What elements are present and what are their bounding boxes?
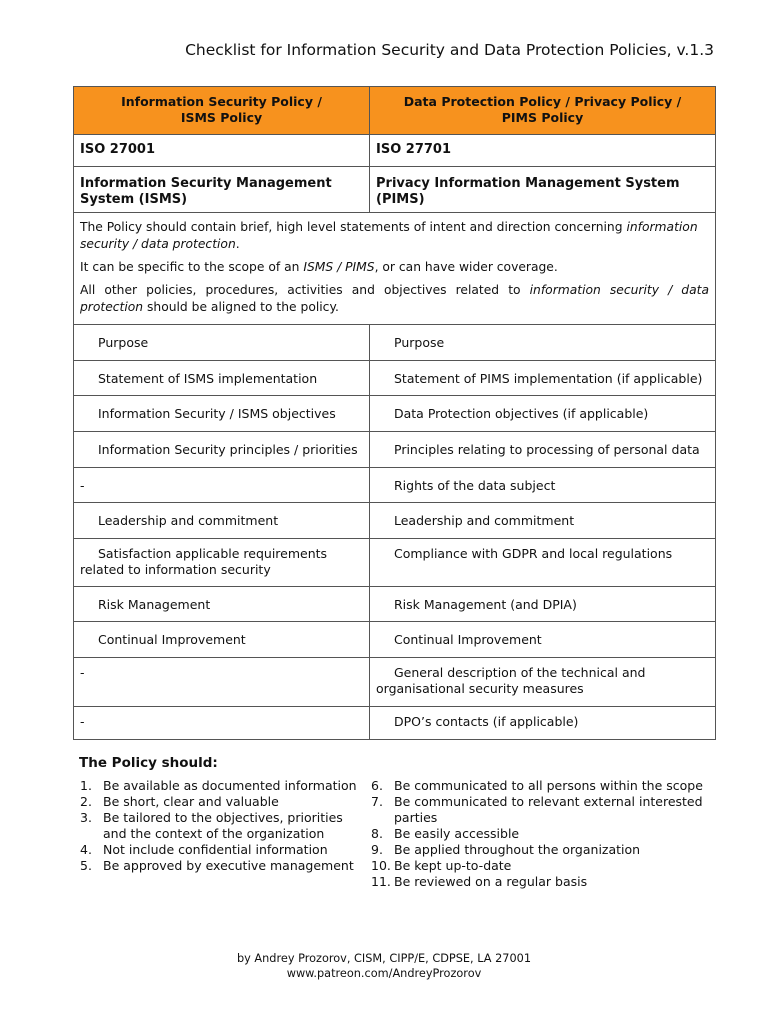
list-item (80, 810, 370, 842)
pims-item-label: General description of the technical and organisational security measures (376, 665, 646, 696)
table-row (74, 539, 716, 587)
table-row (74, 361, 716, 396)
isms-item-label: Statement of ISMS implementation (98, 371, 318, 386)
pims-item-label: Statement of PIMS implementation (if applicable) (394, 371, 703, 386)
isms-cell (74, 539, 370, 587)
pims-item-label: Data Protection objectives (if applicable) (394, 406, 649, 421)
system-row (74, 167, 716, 213)
header-pims-line1: Data Protection Policy / Privacy Policy / (403, 94, 682, 109)
intro-p2-emphasis: ISMS / PIMS (303, 260, 375, 274)
policy-requirements-heading: The Policy should: (79, 755, 218, 771)
header-pims-line2: PIMS Policy (501, 110, 584, 125)
list-item (80, 778, 370, 794)
pims-item-label: Risk Management (and DPIA) (394, 597, 577, 612)
intro-p3-emphasis: information security / data protection (80, 283, 709, 314)
intro-p2-end: , or can have wider coverage. (374, 260, 558, 274)
document-footer (0, 951, 768, 981)
isms-item-label: Continual Improvement (98, 632, 246, 647)
pims-cell (370, 432, 716, 468)
list-item-number: 5. (80, 858, 92, 873)
list-item (371, 858, 716, 874)
list-item-text: Be tailored to the objectives, priorities and the context of the organization (103, 810, 343, 841)
list-item-number: 7. (371, 794, 383, 809)
list-item-text: Not include confidential information (103, 842, 328, 857)
pims-item-label: Principles relating to processing of personal data (394, 442, 700, 457)
system-isms: Information Security Management System (ISMS) (74, 167, 370, 213)
isms-cell (74, 622, 370, 658)
list-item-number: 4. (80, 842, 92, 857)
isms-item-label: Information Security / ISMS objectives (98, 406, 336, 421)
patreon-link[interactable]: www.patreon.com/AndreyProzorov (286, 967, 482, 980)
isms-cell (74, 361, 370, 396)
intro-p1-text: The Policy should contain brief, high level statements of intent and direction concerning (80, 220, 627, 234)
isms-cell (74, 503, 370, 539)
author-credit: by Andrey Prozorov, CISM, CIPP/E, CDPSE, LA 27001 (236, 952, 532, 965)
intro-p1-emphasis: information security / data protection (80, 220, 698, 251)
list-item-text: Be applied throughout the organization (394, 842, 641, 857)
pims-cell (370, 361, 716, 396)
isms-item-label: - (80, 665, 85, 680)
standard-iso-27001: ISO 27001 (74, 135, 370, 167)
table-row (74, 622, 716, 658)
pims-item-label: Rights of the data subject (394, 478, 556, 493)
intro-p3-text: All other policies, procedures, activities and objectives related to (80, 283, 530, 297)
pims-cell (370, 622, 716, 658)
pims-cell (370, 587, 716, 622)
list-item-number: 2. (80, 794, 92, 809)
header-isms-line1: Information Security Policy / (121, 94, 322, 109)
list-item (371, 842, 716, 858)
header-isms-line2: ISMS Policy (180, 110, 263, 125)
isms-item-label: Leadership and commitment (98, 513, 279, 528)
isms-cell (74, 707, 370, 740)
list-item-text: Be easily accessible (394, 826, 520, 841)
pims-item-label: Continual Improvement (394, 632, 542, 647)
pims-cell (370, 468, 716, 503)
list-item (80, 794, 370, 810)
pims-cell (370, 707, 716, 740)
list-item-number: 9. (371, 842, 383, 857)
pims-cell (370, 396, 716, 432)
list-item-text: Be kept up-to-date (394, 858, 512, 873)
table-row (74, 396, 716, 432)
list-item-number: 3. (80, 810, 92, 825)
list-item-text: Be communicated to relevant external interested parties (394, 794, 703, 825)
list-item-number: 1. (80, 778, 92, 793)
table-row (74, 587, 716, 622)
policy-requirements-list-left (80, 778, 370, 874)
pims-item-label: DPO’s contacts (if applicable) (394, 714, 579, 729)
standard-row (74, 135, 716, 167)
isms-item-label: Information Security principles / priorities (98, 442, 358, 457)
list-item-text: Be reviewed on a regular basis (394, 874, 588, 889)
list-item (371, 826, 716, 842)
pims-cell (370, 658, 716, 707)
isms-cell (74, 396, 370, 432)
header-pims-policy (370, 87, 716, 135)
list-item-text: Be short, clear and valuable (103, 794, 279, 809)
intro-p3-end: should be aligned to the policy. (143, 300, 339, 314)
isms-cell (74, 432, 370, 468)
standard-iso-27701: ISO 27701 (370, 135, 716, 167)
header-isms-policy (74, 87, 370, 135)
isms-cell (74, 325, 370, 361)
isms-item-label: - (80, 478, 85, 493)
pims-cell (370, 325, 716, 361)
intro-p1-end: . (235, 237, 240, 251)
list-item-text: Be approved by executive management (103, 858, 354, 873)
list-item (371, 874, 716, 890)
intro-text (74, 213, 716, 325)
isms-cell (74, 658, 370, 707)
list-item (80, 842, 370, 858)
pims-cell (370, 539, 716, 587)
intro-paragraph-2 (80, 259, 709, 276)
table-row (74, 468, 716, 503)
isms-item-label: Purpose (98, 335, 149, 350)
table-row (74, 325, 716, 361)
intro-paragraph-3 (80, 282, 709, 316)
isms-cell (74, 468, 370, 503)
pims-cell (370, 503, 716, 539)
policy-requirements-list-right (371, 778, 716, 890)
pims-item-label: Purpose (394, 335, 445, 350)
list-item-number: 10. (371, 858, 391, 873)
table-row (74, 658, 716, 707)
intro-p2-text: It can be specific to the scope of an (80, 260, 304, 274)
list-item-number: 8. (371, 826, 383, 841)
list-item (371, 778, 716, 794)
list-item-number: 11. (371, 874, 391, 889)
intro-row (74, 213, 716, 325)
pims-item-label: Leadership and commitment (394, 513, 575, 528)
list-item-text: Be communicated to all persons within the scope (394, 778, 703, 793)
list-item (80, 858, 370, 874)
document-title: Checklist for Information Security and Data Protection Policies, v.1.3 (185, 41, 714, 59)
isms-item-label: - (80, 714, 85, 729)
table-header-row (74, 87, 716, 135)
intro-paragraph-1 (80, 219, 709, 253)
policy-comparison-table (73, 86, 716, 740)
table-row (74, 503, 716, 539)
list-item-number: 6. (371, 778, 383, 793)
table-row (74, 707, 716, 740)
table-row (74, 432, 716, 468)
list-item-text: Be available as documented information (103, 778, 357, 793)
isms-cell (74, 587, 370, 622)
isms-item-label: Risk Management (98, 597, 211, 612)
list-item (371, 794, 716, 826)
isms-item-label: Satisfaction applicable requirements related to information security (80, 546, 328, 577)
system-pims: Privacy Information Management System (PIMS) (370, 167, 716, 213)
pims-item-label: Compliance with GDPR and local regulations (394, 546, 673, 561)
